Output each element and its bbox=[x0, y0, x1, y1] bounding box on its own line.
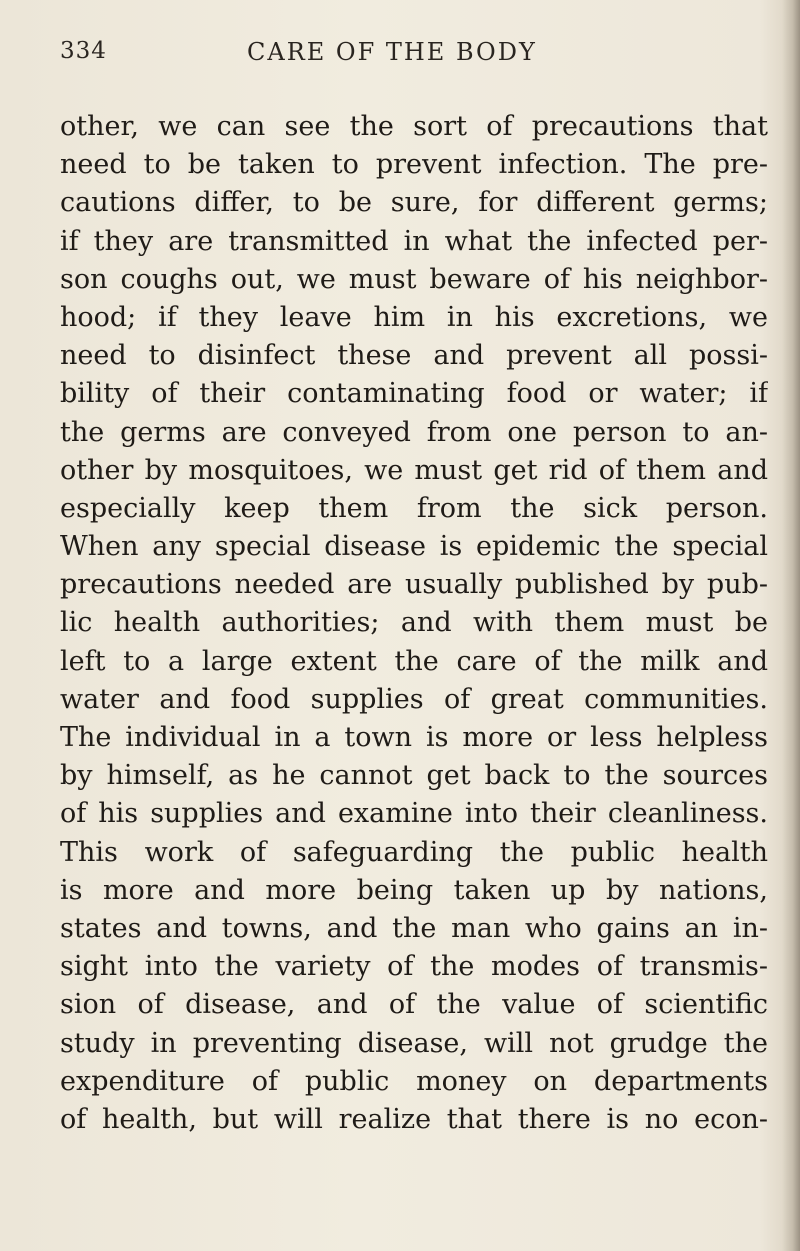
text-line: This work of safeguarding the public health bbox=[60, 836, 768, 868]
page-edge-shadow bbox=[782, 0, 800, 1251]
text-line: the germs are conveyed from one person to an- bbox=[60, 416, 768, 448]
text-line: bility of their contaminating food or water; if bbox=[60, 378, 768, 410]
text-line: sight into the variety of the modes of transmis- bbox=[60, 951, 768, 983]
running-head: CARE OF THE BODY bbox=[247, 38, 537, 66]
text-line: states and towns, and the man who gains an in- bbox=[60, 912, 768, 944]
text-line: left to a large extent the care of the milk and bbox=[60, 645, 768, 677]
text-line: need to be taken to prevent infection. The pre- bbox=[60, 149, 768, 181]
text-line: is more and more being taken up by nations, bbox=[60, 874, 768, 906]
text-line: especially keep them from the sick person. bbox=[60, 492, 768, 524]
text-line: water and food supplies of great communities. bbox=[60, 683, 768, 715]
page-header bbox=[60, 38, 760, 80]
text-line: The individual in a town is more or less helpless bbox=[60, 722, 768, 753]
text-line: by himself, as he cannot get back to the sources bbox=[60, 760, 768, 792]
text-line: if they are transmitted in what the infected per- bbox=[60, 225, 768, 257]
text-line: of health, but will realize that there is no econ- bbox=[60, 1103, 768, 1135]
page-number: 334 bbox=[60, 38, 107, 64]
text-line: other, we can see the sort of precautions that bbox=[60, 111, 768, 142]
text-line: other by mosquitoes, we must get rid of them and bbox=[60, 454, 768, 486]
text-line: son coughs out, we must beware of his neighbor- bbox=[60, 263, 768, 295]
text-line: of his supplies and examine into their cleanliness. bbox=[60, 798, 768, 830]
text-line: lic health authorities; and with them must be bbox=[60, 607, 768, 639]
body-text bbox=[60, 108, 768, 1139]
text-line: need to disinfect these and prevent all possi- bbox=[60, 340, 768, 372]
text-line: expenditure of public money on departments bbox=[60, 1065, 768, 1097]
text-line: study in preventing disease, will not grudge the bbox=[60, 1027, 768, 1059]
text-line: cautions differ, to be sure, for different germs; bbox=[60, 187, 768, 219]
text-line: sion of disease, and of the value of scientific bbox=[60, 989, 768, 1021]
text-line: When any special disease is epidemic the special bbox=[60, 531, 768, 563]
text-line: hood; if they leave him in his excretions, we bbox=[60, 301, 768, 333]
text-line: precautions needed are usually published by pub- bbox=[60, 569, 768, 601]
